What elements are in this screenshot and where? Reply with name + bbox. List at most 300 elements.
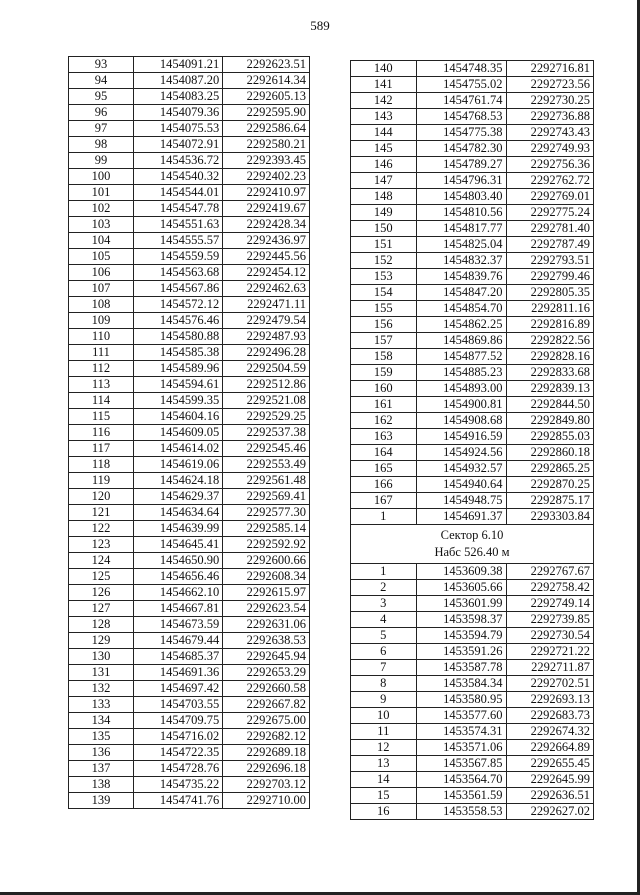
- point-number: 113: [69, 377, 134, 393]
- table-row: [69, 249, 310, 265]
- table-row: [69, 169, 310, 185]
- point-number: 99: [69, 153, 134, 169]
- y-coordinate: 2292749.14: [506, 596, 593, 612]
- point-number: 163: [351, 429, 417, 445]
- x-coordinate: 1454639.99: [134, 521, 223, 537]
- table-row: [351, 692, 594, 708]
- point-number: 109: [69, 313, 134, 329]
- x-coordinate: 1454572.12: [134, 297, 223, 313]
- y-coordinate: 2292608.34: [223, 569, 310, 585]
- point-number: 127: [69, 601, 134, 617]
- y-coordinate: 2292545.46: [223, 441, 310, 457]
- table-row: [351, 333, 594, 349]
- table-row: [69, 713, 310, 729]
- point-number: 2: [351, 580, 417, 596]
- point-number: 96: [69, 105, 134, 121]
- table-row: [69, 793, 310, 809]
- table-row: [69, 745, 310, 761]
- x-coordinate: 1454547.78: [134, 201, 223, 217]
- y-coordinate: 2292627.02: [506, 804, 593, 820]
- y-coordinate: 2292667.82: [223, 697, 310, 713]
- y-coordinate: 2292870.25: [506, 477, 593, 493]
- y-coordinate: 2292875.17: [506, 493, 593, 509]
- y-coordinate: 2292855.03: [506, 429, 593, 445]
- x-coordinate: 1454656.46: [134, 569, 223, 585]
- y-coordinate: 2292689.18: [223, 745, 310, 761]
- y-coordinate: 2292479.54: [223, 313, 310, 329]
- table-row: [351, 61, 594, 77]
- table-row: [69, 217, 310, 233]
- point-number: 100: [69, 169, 134, 185]
- x-coordinate: 1453574.31: [416, 724, 506, 740]
- x-coordinate: 1453598.37: [416, 612, 506, 628]
- table-row: [351, 772, 594, 788]
- point-number: 146: [351, 157, 417, 173]
- y-coordinate: 2292799.46: [506, 269, 593, 285]
- y-coordinate: 2292781.40: [506, 221, 593, 237]
- x-coordinate: 1454585.38: [134, 345, 223, 361]
- point-number: 159: [351, 365, 417, 381]
- x-coordinate: 1454673.59: [134, 617, 223, 633]
- point-number: 14: [351, 772, 417, 788]
- x-coordinate: 1454817.77: [416, 221, 506, 237]
- table-row: [351, 804, 594, 820]
- x-coordinate: 1453609.38: [416, 564, 506, 580]
- x-coordinate: 1454885.23: [416, 365, 506, 381]
- y-coordinate: 2292702.51: [506, 676, 593, 692]
- x-coordinate: 1454877.52: [416, 349, 506, 365]
- point-number: 124: [69, 553, 134, 569]
- x-coordinate: 1454629.37: [134, 489, 223, 505]
- table-row: [351, 109, 594, 125]
- y-coordinate: 2292787.49: [506, 237, 593, 253]
- table-row: [69, 281, 310, 297]
- point-number: 107: [69, 281, 134, 297]
- point-number: 131: [69, 665, 134, 681]
- point-number: 11: [351, 724, 417, 740]
- x-coordinate: 1454072.91: [134, 137, 223, 153]
- table-row: [69, 313, 310, 329]
- x-coordinate: 1453558.53: [416, 804, 506, 820]
- x-coordinate: 1454940.64: [416, 477, 506, 493]
- y-coordinate: 2292623.51: [223, 57, 310, 73]
- point-number: 112: [69, 361, 134, 377]
- y-coordinate: 2293303.84: [506, 509, 593, 525]
- table-row: [351, 580, 594, 596]
- x-coordinate: 1454703.55: [134, 697, 223, 713]
- table-row: [69, 329, 310, 345]
- x-coordinate: 1454789.27: [416, 157, 506, 173]
- y-coordinate: 2292645.99: [506, 772, 593, 788]
- y-coordinate: 2292756.36: [506, 157, 593, 173]
- x-coordinate: 1454087.20: [134, 73, 223, 89]
- x-coordinate: 1454091.21: [134, 57, 223, 73]
- point-number: 134: [69, 713, 134, 729]
- table-row: [69, 441, 310, 457]
- point-number: 119: [69, 473, 134, 489]
- y-coordinate: 2292496.28: [223, 345, 310, 361]
- y-coordinate: 2292844.50: [506, 397, 593, 413]
- point-number: 121: [69, 505, 134, 521]
- y-coordinate: 2292504.59: [223, 361, 310, 377]
- x-coordinate: 1454634.64: [134, 505, 223, 521]
- x-coordinate: 1454728.76: [134, 761, 223, 777]
- point-number: 122: [69, 521, 134, 537]
- y-coordinate: 2292793.51: [506, 253, 593, 269]
- table-row: [351, 141, 594, 157]
- point-number: 147: [351, 173, 417, 189]
- point-number: 129: [69, 633, 134, 649]
- table-row: [351, 724, 594, 740]
- table-row: [351, 493, 594, 509]
- table-row: [351, 253, 594, 269]
- y-coordinate: 2292710.00: [223, 793, 310, 809]
- table-row: [69, 345, 310, 361]
- point-number: 115: [69, 409, 134, 425]
- x-coordinate: 1454544.01: [134, 185, 223, 201]
- table-row: [351, 285, 594, 301]
- y-coordinate: 2292553.49: [223, 457, 310, 473]
- y-coordinate: 2292655.45: [506, 756, 593, 772]
- point-number: 130: [69, 649, 134, 665]
- table-row: [69, 617, 310, 633]
- table-row: [351, 157, 594, 173]
- table-row: [69, 649, 310, 665]
- point-number: 142: [351, 93, 417, 109]
- y-coordinate: 2292471.11: [223, 297, 310, 313]
- table-row: [351, 564, 594, 580]
- point-number: 116: [69, 425, 134, 441]
- x-coordinate: 1454854.70: [416, 301, 506, 317]
- point-number: 117: [69, 441, 134, 457]
- x-coordinate: 1453591.26: [416, 644, 506, 660]
- x-coordinate: 1454083.25: [134, 89, 223, 105]
- x-coordinate: 1454782.30: [416, 141, 506, 157]
- y-coordinate: 2292402.23: [223, 169, 310, 185]
- x-coordinate: 1454555.57: [134, 233, 223, 249]
- table-row: [69, 361, 310, 377]
- x-coordinate: 1454614.02: [134, 441, 223, 457]
- point-number: 94: [69, 73, 134, 89]
- point-number: 166: [351, 477, 417, 493]
- x-coordinate: 1454825.04: [416, 237, 506, 253]
- table-row: [351, 660, 594, 676]
- x-coordinate: 1454075.53: [134, 121, 223, 137]
- y-coordinate: 2292833.68: [506, 365, 593, 381]
- point-number: 9: [351, 692, 417, 708]
- table-row: [351, 445, 594, 461]
- table-row: [351, 509, 594, 525]
- point-number: 140: [351, 61, 417, 77]
- table-row: [69, 105, 310, 121]
- x-coordinate: 1454662.10: [134, 585, 223, 601]
- point-number: 156: [351, 317, 417, 333]
- page-number: 589: [310, 18, 330, 33]
- point-number: 136: [69, 745, 134, 761]
- x-coordinate: 1454691.36: [134, 665, 223, 681]
- table-row: [351, 205, 594, 221]
- y-coordinate: 2292730.54: [506, 628, 593, 644]
- table-row: [351, 125, 594, 141]
- x-coordinate: 1454691.37: [416, 509, 506, 525]
- point-number: 8: [351, 676, 417, 692]
- point-number: 139: [69, 793, 134, 809]
- y-coordinate: 2292811.16: [506, 301, 593, 317]
- table-row: [69, 457, 310, 473]
- table-row: [69, 633, 310, 649]
- point-number: 125: [69, 569, 134, 585]
- table-row: [351, 676, 594, 692]
- x-coordinate: 1454924.56: [416, 445, 506, 461]
- table-row: [69, 425, 310, 441]
- table-row: [351, 317, 594, 333]
- point-number: 151: [351, 237, 417, 253]
- table-row: [69, 377, 310, 393]
- y-coordinate: 2292682.12: [223, 729, 310, 745]
- table-row: [69, 473, 310, 489]
- y-coordinate: 2292595.90: [223, 105, 310, 121]
- y-coordinate: 2292569.41: [223, 489, 310, 505]
- table-row: [69, 393, 310, 409]
- table-row: [69, 585, 310, 601]
- y-coordinate: 2292638.53: [223, 633, 310, 649]
- point-number: 145: [351, 141, 417, 157]
- x-coordinate: 1454540.32: [134, 169, 223, 185]
- y-coordinate: 2292512.86: [223, 377, 310, 393]
- point-number: 144: [351, 125, 417, 141]
- y-coordinate: 2292703.12: [223, 777, 310, 793]
- point-number: 165: [351, 461, 417, 477]
- x-coordinate: 1454735.22: [134, 777, 223, 793]
- point-number: 152: [351, 253, 417, 269]
- y-coordinate: 2292749.93: [506, 141, 593, 157]
- point-number: 118: [69, 457, 134, 473]
- x-coordinate: 1454748.35: [416, 61, 506, 77]
- table-row: [351, 269, 594, 285]
- point-number: 155: [351, 301, 417, 317]
- y-coordinate: 2292580.21: [223, 137, 310, 153]
- y-coordinate: 2292762.72: [506, 173, 593, 189]
- table-row: [69, 569, 310, 585]
- y-coordinate: 2292805.35: [506, 285, 593, 301]
- table-row: [351, 237, 594, 253]
- y-coordinate: 2292839.13: [506, 381, 593, 397]
- x-coordinate: 1453605.66: [416, 580, 506, 596]
- point-number: 111: [69, 345, 134, 361]
- table-row: [69, 537, 310, 553]
- x-coordinate: 1453580.95: [416, 692, 506, 708]
- x-coordinate: 1454709.75: [134, 713, 223, 729]
- table-row: [351, 365, 594, 381]
- x-coordinate: 1454893.00: [416, 381, 506, 397]
- table-row: [351, 644, 594, 660]
- table-row: [351, 413, 594, 429]
- point-number: 98: [69, 137, 134, 153]
- x-coordinate: 1453584.34: [416, 676, 506, 692]
- x-coordinate: 1454916.59: [416, 429, 506, 445]
- point-number: 160: [351, 381, 417, 397]
- table-row: [69, 489, 310, 505]
- table-row: [69, 89, 310, 105]
- x-coordinate: 1454832.37: [416, 253, 506, 269]
- y-coordinate: 2292822.56: [506, 333, 593, 349]
- x-coordinate: 1454768.53: [416, 109, 506, 125]
- y-coordinate: 2292428.34: [223, 217, 310, 233]
- x-coordinate: 1454624.18: [134, 473, 223, 489]
- y-coordinate: 2292767.67: [506, 564, 593, 580]
- coordinates-table-left: [68, 56, 310, 809]
- y-coordinate: 2292454.12: [223, 265, 310, 281]
- point-number: 158: [351, 349, 417, 365]
- table-row: [69, 553, 310, 569]
- point-number: 123: [69, 537, 134, 553]
- table-row: [351, 596, 594, 612]
- x-coordinate: 1454948.75: [416, 493, 506, 509]
- x-coordinate: 1454741.76: [134, 793, 223, 809]
- table-row: [69, 121, 310, 137]
- table-row: [69, 505, 310, 521]
- point-number: 135: [69, 729, 134, 745]
- x-coordinate: 1454722.35: [134, 745, 223, 761]
- y-coordinate: 2292600.66: [223, 553, 310, 569]
- y-coordinate: 2292462.63: [223, 281, 310, 297]
- x-coordinate: 1453571.06: [416, 740, 506, 756]
- table-row: [351, 756, 594, 772]
- y-coordinate: 2292865.25: [506, 461, 593, 477]
- y-coordinate: 2292693.13: [506, 692, 593, 708]
- point-number: 128: [69, 617, 134, 633]
- y-coordinate: 2292730.25: [506, 93, 593, 109]
- y-coordinate: 2292675.00: [223, 713, 310, 729]
- point-number: 138: [69, 777, 134, 793]
- x-coordinate: 1453601.99: [416, 596, 506, 612]
- table-row: [351, 221, 594, 237]
- point-number: 10: [351, 708, 417, 724]
- point-number: 15: [351, 788, 417, 804]
- point-number: 16: [351, 804, 417, 820]
- x-coordinate: 1454559.59: [134, 249, 223, 265]
- table-row: [351, 788, 594, 804]
- table-row: [69, 185, 310, 201]
- y-coordinate: 2292605.13: [223, 89, 310, 105]
- x-coordinate: 1454536.72: [134, 153, 223, 169]
- x-coordinate: 1454685.37: [134, 649, 223, 665]
- table-row: [351, 173, 594, 189]
- x-coordinate: 1454755.02: [416, 77, 506, 93]
- table-row: [69, 201, 310, 217]
- y-coordinate: 2292860.18: [506, 445, 593, 461]
- x-coordinate: 1453564.70: [416, 772, 506, 788]
- table-row: [69, 729, 310, 745]
- point-number: 106: [69, 265, 134, 281]
- x-coordinate: 1453587.78: [416, 660, 506, 676]
- point-number: 167: [351, 493, 417, 509]
- table-row: [69, 601, 310, 617]
- point-number: 12: [351, 740, 417, 756]
- y-coordinate: 2292721.22: [506, 644, 593, 660]
- point-number: 132: [69, 681, 134, 697]
- table-row: [69, 297, 310, 313]
- point-number: 150: [351, 221, 417, 237]
- y-coordinate: 2292743.43: [506, 125, 593, 141]
- point-number: 104: [69, 233, 134, 249]
- x-coordinate: 1454908.68: [416, 413, 506, 429]
- y-coordinate: 2292723.56: [506, 77, 593, 93]
- x-coordinate: 1454599.35: [134, 393, 223, 409]
- y-coordinate: 2292683.73: [506, 708, 593, 724]
- point-number: 95: [69, 89, 134, 105]
- point-number: 4: [351, 612, 417, 628]
- x-coordinate: 1454761.74: [416, 93, 506, 109]
- x-coordinate: 1454697.42: [134, 681, 223, 697]
- y-coordinate: 2292585.14: [223, 521, 310, 537]
- y-coordinate: 2292445.56: [223, 249, 310, 265]
- point-number: 120: [69, 489, 134, 505]
- y-coordinate: 2292769.01: [506, 189, 593, 205]
- y-coordinate: 2292419.67: [223, 201, 310, 217]
- y-coordinate: 2292758.42: [506, 580, 593, 596]
- y-coordinate: 2292739.85: [506, 612, 593, 628]
- table-row: [351, 189, 594, 205]
- x-coordinate: 1454900.81: [416, 397, 506, 413]
- table-row: [351, 301, 594, 317]
- y-coordinate: 2292521.08: [223, 393, 310, 409]
- table-row: [69, 153, 310, 169]
- point-number: 164: [351, 445, 417, 461]
- table-row: [69, 137, 310, 153]
- x-coordinate: 1454796.31: [416, 173, 506, 189]
- table-row: [351, 740, 594, 756]
- table-row: [351, 77, 594, 93]
- table-row: [351, 477, 594, 493]
- table-row: [69, 697, 310, 713]
- table-row: [69, 233, 310, 249]
- y-coordinate: 2292436.97: [223, 233, 310, 249]
- x-coordinate: 1454679.44: [134, 633, 223, 649]
- sector-header-row: [351, 525, 594, 564]
- point-number: 101: [69, 185, 134, 201]
- x-coordinate: 1454650.90: [134, 553, 223, 569]
- point-number: 143: [351, 109, 417, 125]
- x-coordinate: 1454667.81: [134, 601, 223, 617]
- y-coordinate: 2292653.29: [223, 665, 310, 681]
- y-coordinate: 2292631.06: [223, 617, 310, 633]
- y-coordinate: 2292487.93: [223, 329, 310, 345]
- point-number: 97: [69, 121, 134, 137]
- point-number: 162: [351, 413, 417, 429]
- table-row: [69, 409, 310, 425]
- x-coordinate: 1454609.05: [134, 425, 223, 441]
- y-coordinate: 2292614.34: [223, 73, 310, 89]
- y-coordinate: 2292586.64: [223, 121, 310, 137]
- y-coordinate: 2292674.32: [506, 724, 593, 740]
- x-coordinate: 1454847.20: [416, 285, 506, 301]
- y-coordinate: 2292828.16: [506, 349, 593, 365]
- table-row: [351, 628, 594, 644]
- sector-title: Сектор 6.10: [440, 528, 504, 542]
- y-coordinate: 2292664.89: [506, 740, 593, 756]
- x-coordinate: 1454576.46: [134, 313, 223, 329]
- y-coordinate: 2292623.54: [223, 601, 310, 617]
- y-coordinate: 2292736.88: [506, 109, 593, 125]
- point-number: 141: [351, 77, 417, 93]
- x-coordinate: 1454563.68: [134, 265, 223, 281]
- y-coordinate: 2292645.94: [223, 649, 310, 665]
- y-coordinate: 2292592.92: [223, 537, 310, 553]
- y-coordinate: 2292636.51: [506, 788, 593, 804]
- x-coordinate: 1454645.41: [134, 537, 223, 553]
- point-number: 13: [351, 756, 417, 772]
